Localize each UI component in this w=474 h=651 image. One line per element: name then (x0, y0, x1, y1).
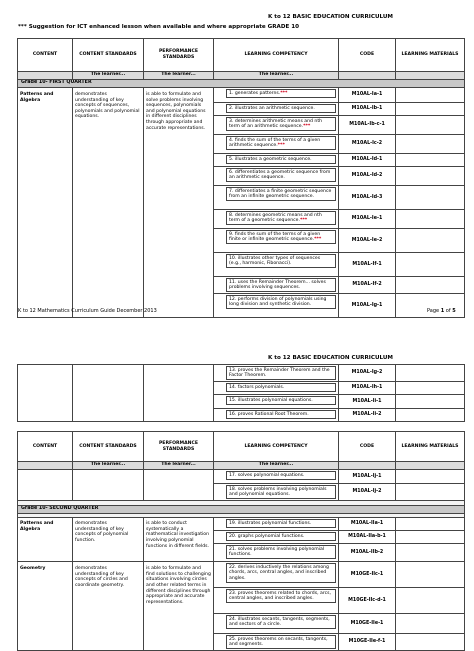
quarter-heading: Grade 10- FIRST QUARTER (18, 80, 465, 88)
competency-cell (214, 365, 339, 382)
materials-cell (396, 116, 465, 135)
competency-text: 23. proves theorems related to chords, arcs, central angles, and inscribed angles. (229, 590, 332, 602)
code-cell: M10AL-Ib-1 (339, 103, 396, 116)
competency-text: 4. finds the sum of the terms of a given arithmetic sequence. (229, 137, 321, 149)
competency-cell (214, 484, 339, 501)
competency-cell (214, 229, 339, 253)
page2-curriculum-table (17, 431, 465, 651)
competency-text: 25. proves theorems on secants, tangents, and segments. (229, 636, 328, 648)
learner-label: The learner... (214, 462, 339, 470)
code-cell: M10AL-Ib-c-1 (339, 116, 396, 135)
competency-text: 13. proves the Remainder Theorem and the Factor Theorem. (229, 367, 330, 379)
content-cell: Patterns and Algebra (18, 518, 73, 562)
ict-suggestion-note (18, 24, 299, 30)
header-code: CODE (339, 432, 396, 462)
competency-cell (214, 186, 339, 210)
competency-text: 1. generates patterns. (229, 90, 281, 96)
code-cell: M10GE-IIc-d-1 (339, 588, 396, 614)
header-learning-materials: LEARNING MATERIALS (396, 432, 465, 462)
competency-cell (214, 588, 339, 614)
competency-text: 21. solves problems involving polynomial functions. (229, 546, 325, 558)
code-cell: M10AL-Id-2 (339, 167, 396, 186)
header-content-standards: CONTENT STANDARDS (73, 39, 144, 72)
materials-cell (396, 103, 465, 116)
content-cell: Geometry (18, 562, 73, 651)
competency-cell (214, 277, 339, 294)
competency-text: 2. illustrates an arithmetic sequence. (229, 105, 315, 111)
header-learning-competency: LEARNING COMPETENCY (214, 432, 339, 462)
competency-text: 11. uses the Remainder Theorem... solves problems involving sequences. (229, 279, 326, 291)
header-learning-materials: LEARNING MATERIALS (396, 39, 465, 72)
blank-cell (396, 462, 465, 470)
materials-cell (396, 382, 465, 395)
learner-label: The learner... (73, 462, 144, 470)
materials-cell (396, 562, 465, 588)
ict-star: *** (277, 143, 285, 149)
quarter-heading: Grade 10- SECOND QUARTER (18, 506, 465, 514)
materials-cell (396, 135, 465, 154)
ict-suggestion-text: *** Suggestion for ICT enhanced lesson when available and where appropriate GRADE 10 (18, 24, 300, 30)
competency-text: 9. finds the sum of the terms of a given finite or infinite geometric sequence. (229, 231, 321, 243)
blank-cell (339, 462, 396, 470)
materials-cell (396, 614, 465, 634)
page1-footer-right (427, 308, 456, 314)
competency-cell (214, 103, 339, 116)
code-cell: M10GE-IIe-1 (339, 614, 396, 634)
blank-cell (396, 72, 465, 80)
code-cell: M10AL-Ij-2 (339, 484, 396, 501)
competency-text: 14. factors polynomials. (229, 384, 285, 390)
code-cell: M10AL-Ie-1 (339, 210, 396, 229)
code-cell: M10AL-IIb-2 (339, 544, 396, 562)
header-content: CONTENT (18, 39, 73, 72)
materials-cell (396, 294, 465, 318)
competency-cell (214, 167, 339, 186)
competency-text: 3. determines arithmetic means and nth term of an arithmetic sequence. (229, 118, 323, 130)
competency-cell (214, 531, 339, 544)
blank-cell (339, 72, 396, 80)
code-cell: M10AL-If-1 (339, 253, 396, 277)
competency-cell (214, 470, 339, 484)
content-standard-cell: demonstrates understanding of key concepts of sequences, polynomials and polynomial equations. (73, 88, 144, 318)
materials-cell (396, 167, 465, 186)
materials-cell (396, 409, 465, 422)
performance-standard-cell: is able to conduct systematically a mathematical investigation involving polynomial functions in different fields. (144, 518, 214, 562)
page2-continuation-table (17, 364, 465, 422)
page-of: of (445, 308, 451, 314)
competency-text: 17. solves polynomial equations. (229, 472, 305, 478)
learner-label: The learner... (144, 462, 214, 470)
materials-cell (396, 229, 465, 253)
content-standard-cell: demonstrates understanding of key concepts of polynomial function. (73, 518, 144, 562)
competency-text: 12. performs division of polynomials using long division and synthetic division. (229, 296, 327, 308)
competency-text: 20. graphs polynomial functions. (229, 533, 305, 539)
code-cell: M10AL-Ij-1 (339, 470, 396, 484)
competency-cell (214, 88, 339, 103)
page-number: 1 (440, 308, 445, 314)
code-cell: M10GE-IIc-1 (339, 562, 396, 588)
competency-cell (214, 135, 339, 154)
performance-standard-cell: is able to formulate and find solutions to challenging situations involving circles and other related terms in different disciplines through appropriate and accurate representations. (144, 562, 214, 651)
materials-cell (396, 518, 465, 531)
header-learning-competency: LEARNING COMPETENCY (214, 39, 339, 72)
competency-cell (214, 409, 339, 422)
content-cell (18, 470, 73, 501)
materials-cell (396, 588, 465, 614)
header-performance-standards: PERFORMANCE STANDARDS (144, 39, 214, 72)
code-cell: M10AL-Ig-1 (339, 294, 396, 318)
materials-cell (396, 210, 465, 229)
ict-star: *** (280, 90, 288, 96)
competency-cell (214, 518, 339, 531)
code-cell: M10AL-Id-1 (339, 154, 396, 167)
content-standard-cell: demonstrates understanding of key concepts of circles and coordinate geometry. (73, 562, 144, 651)
content-cell (18, 365, 73, 422)
learner-label: The learner... (214, 72, 339, 80)
competency-cell (214, 210, 339, 229)
code-cell: M10AL-Ii-2 (339, 409, 396, 422)
ict-star: *** (303, 124, 311, 130)
code-cell: M10AL-IIa-1 (339, 518, 396, 531)
content-standard-cell (73, 470, 144, 501)
header-content: CONTENT (18, 432, 73, 462)
competency-cell (214, 116, 339, 135)
code-cell: M10AL-Ii-1 (339, 395, 396, 409)
blank-cell (18, 462, 73, 470)
materials-cell (396, 484, 465, 501)
materials-cell (396, 395, 465, 409)
competency-text: 22. derives inductively the relations among chords, arcs, central angles, and inscribed angles. (229, 564, 329, 581)
competency-text: 24. illustrates secants, tangents, segments, and sectors of a circle. (229, 616, 330, 628)
competency-text: 8. determines geometric means and nth term of a geometric sequence. (229, 212, 322, 224)
performance-standard-cell (144, 470, 214, 501)
competency-cell (214, 544, 339, 562)
competency-text: 19. illustrates polynomial functions. (229, 520, 312, 526)
header-code: CODE (339, 39, 396, 72)
code-cell: M10AL-Ie-2 (339, 229, 396, 253)
materials-cell (396, 531, 465, 544)
materials-cell (396, 186, 465, 210)
competency-cell (214, 294, 339, 318)
competency-cell (214, 395, 339, 409)
performance-standard-cell (144, 365, 214, 422)
page1-footer-left: K to 12 Mathematics Curriculum Guide December 2013 (18, 308, 157, 314)
materials-cell (396, 277, 465, 294)
competency-cell (214, 634, 339, 651)
competency-cell (214, 614, 339, 634)
learner-label: The learner... (73, 72, 144, 80)
materials-cell (396, 470, 465, 484)
code-cell: M10AL-IIa-b-1 (339, 531, 396, 544)
materials-cell (396, 544, 465, 562)
performance-standard-cell: is able to formulate and solve problems involving sequences, polynomials and polynomial equations in different disciplines through appropriate and accurate representations. (144, 88, 214, 318)
learner-label: The learner... (144, 72, 214, 80)
materials-cell (396, 154, 465, 167)
page-total: 5 (452, 308, 456, 314)
competency-text: 18. solves problems involving polynomials and polynomial equations. (229, 486, 327, 498)
page-label: Page (427, 308, 440, 314)
competency-cell (214, 382, 339, 395)
code-cell: M10AL-Ig-2 (339, 365, 396, 382)
page2-title: K to 12 BASIC EDUCATION CURRICULUM (268, 355, 393, 361)
materials-cell (396, 634, 465, 651)
competency-text: 7. differentiates a finite geometric sequence from an infinite geometric sequence. (229, 188, 332, 200)
ict-star: *** (314, 237, 322, 243)
code-cell: M10AL-Id-3 (339, 186, 396, 210)
code-cell: M10AL-Ic-2 (339, 135, 396, 154)
page1-curriculum-table (17, 38, 465, 318)
materials-cell (396, 253, 465, 277)
content-cell: Patterns and Algebra (18, 88, 73, 318)
code-cell: M10AL-Ih-1 (339, 382, 396, 395)
competency-cell (214, 154, 339, 167)
ict-star: *** (299, 218, 308, 224)
competency-cell (214, 562, 339, 588)
competency-text: 5. illustrates a geometric sequence. (229, 156, 312, 162)
competency-text: 16. proves Rational Root Theorem. (229, 411, 309, 417)
header-content-standards: CONTENT STANDARDS (73, 432, 144, 462)
materials-cell (396, 88, 465, 103)
materials-cell (396, 365, 465, 382)
competency-text: 10. illustrates other types of sequences (e.g., harmonic, Fibonacci). (229, 255, 321, 267)
competency-text: 15. illustrates polynomial equations. (229, 397, 313, 403)
competency-text: 6. differentiates a geometric sequence from an arithmetic sequence. (229, 169, 331, 181)
page1-title: K to 12 BASIC EDUCATION CURRICULUM (268, 14, 393, 20)
code-cell: M10GE-IIe-f-1 (339, 634, 396, 651)
header-performance-standards: PERFORMANCE STANDARDS (144, 432, 214, 462)
code-cell: M10AL-Ia-1 (339, 88, 396, 103)
blank-cell (18, 72, 73, 80)
code-cell: M10AL-If-2 (339, 277, 396, 294)
content-standard-cell (73, 365, 144, 422)
competency-cell (214, 253, 339, 277)
